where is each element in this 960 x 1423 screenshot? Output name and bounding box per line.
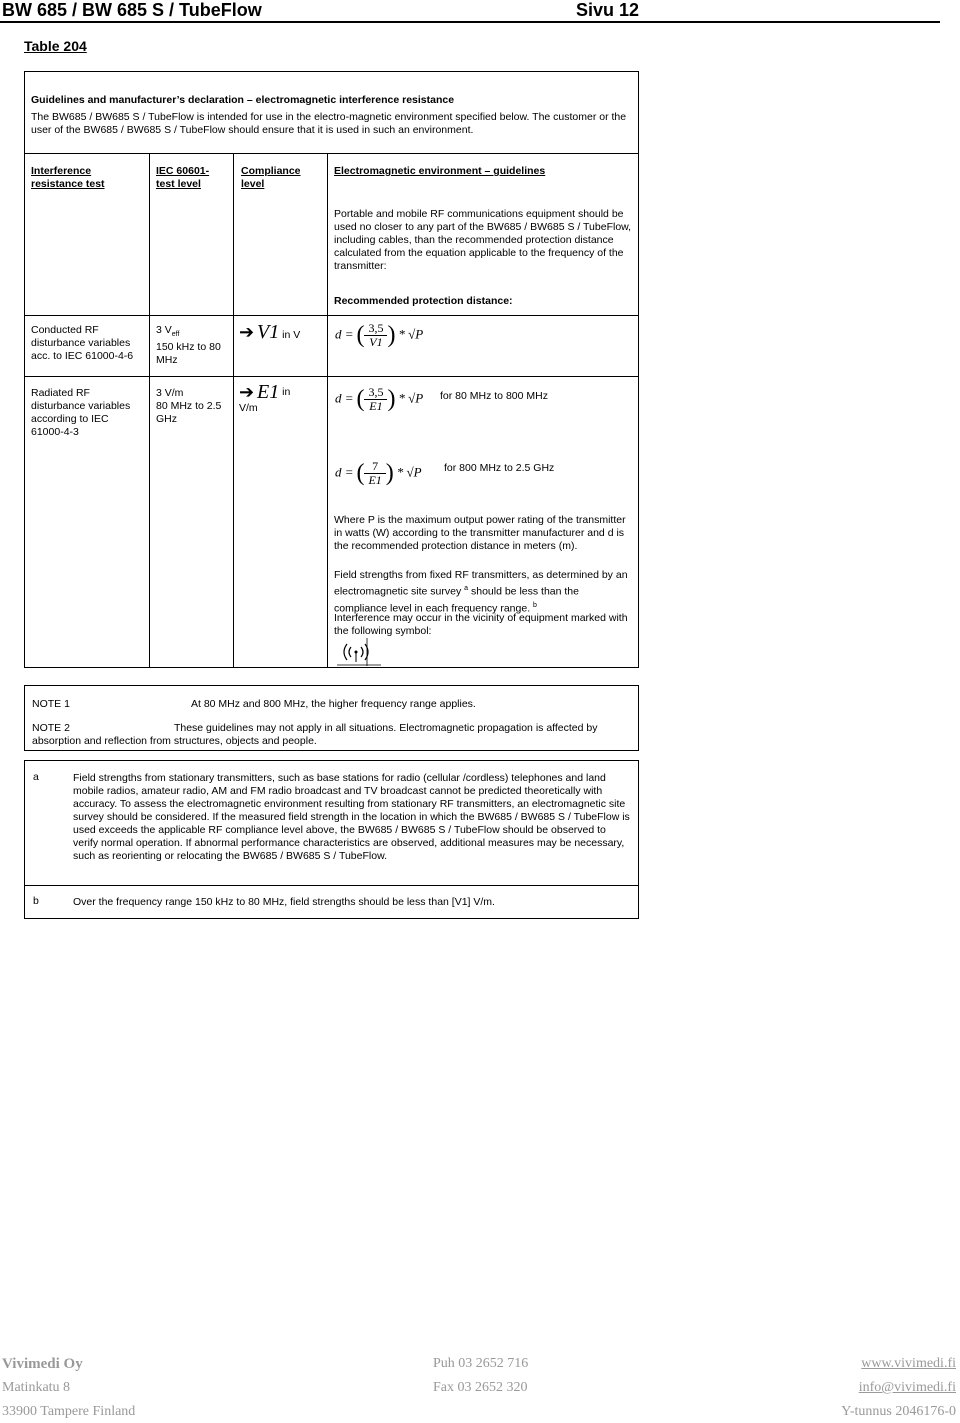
note1-label: NOTE 1 (32, 698, 70, 710)
document-title: BW 685 / BW 685 S / TubeFlow (2, 0, 262, 20)
row1-compliance: ➔ V1 in V (239, 321, 301, 343)
arrow-right-icon: ➔ (239, 322, 255, 342)
footer-business-id: Y-tunnus 2046176-0 (841, 1404, 956, 1419)
row2-formula-2: d = ( $\frac{7}{E1}$ ) * √P (335, 459, 422, 487)
footnote-b-box (24, 885, 639, 919)
row2-compliance: ➔ E1 in V/m (239, 381, 291, 414)
col-header-guidelines: Electromagnetic environment – guidelines (334, 165, 546, 177)
page-number: Sivu 12 (576, 0, 640, 20)
intro-heading: Guidelines and manufacturer’s declaration – electromagnetic interference resistance (31, 94, 455, 106)
footer-phone: Puh 03 2652 716 (433, 1356, 529, 1371)
row2-range-1: for 80 MHz to 800 MHz (440, 390, 548, 402)
col-header-iec-level: IEC 60601- test level (156, 165, 210, 190)
note2-block: NOTE 2 These guidelines may not apply in all situations. Electromagnetic propagation is affected by absorption and reflection from structures, objects and people. (32, 722, 598, 747)
row1-test: Conducted RF disturbance variables acc. to IEC 61000-4-6 (31, 324, 134, 362)
footer-street: Matinkatu 8 (2, 1380, 71, 1395)
table-title: Table 204 (24, 38, 87, 54)
interference-note: Interference may occur in the vicinity of equipment marked with the following symbol: (334, 612, 628, 637)
emc-table (24, 153, 639, 668)
power-explanation: Where P is the maximum output power rating of the transmitter in watts (W) according to the transmitter manufacturer and d is the recommended protection distance in meters (m). (334, 514, 626, 552)
col-header-test: Interference resistance test (31, 165, 105, 190)
footer-city: 33900 Tampere Finland (2, 1404, 136, 1419)
row2-test: Radiated RF disturbance variables according to IEC 61000-4-3 (31, 387, 131, 438)
footer-website-link[interactable]: www.vivimedi.fi (861, 1356, 956, 1371)
footer-fax: Fax 03 2652 320 (433, 1380, 528, 1395)
row1-formula: d = ( $\frac{3,5}{V1}$ ) * √P (335, 321, 424, 349)
footer-email-link[interactable]: info@vivimedi.fi (858, 1380, 956, 1395)
footnote-b-label: b (33, 895, 39, 907)
row2-range-2: for 800 MHz to 2.5 GHz (444, 462, 555, 474)
intro-box (24, 71, 639, 154)
footer-company: Vivimedi Oy (2, 1356, 83, 1372)
footnote-a-text: Field strengths from stationary transmitters, such as base stations for radio (cellular /cordless) telephones and land mobile radios, amateur radio, AM and FM radio broadcast and TV broadcast cannot be predicted theoretically with accuracy. To assess the electromagnetic environment resulting from stationary RF transmitters, an electromagnetic site survey should be considered. If the measured field strength in the location in which the BW685 / BW685 S / TubeFlow is used exceeds the applicable RF compliance level above, the BW685 / BW685 S / TubeFlow should be observed to verify normal operation. If abnormal performance characteristics are observed, additional measures may be necessary, such as reorienting or relocating the BW685 / BW685 S / TubeFlow. (73, 772, 630, 862)
note1-text: At 80 MHz and 800 MHz, the higher frequency range applies. (191, 698, 476, 710)
header-divider (0, 21, 940, 23)
col-header-compliance: Compliance level (241, 165, 301, 190)
row2-formula-1: d = ( $\frac{3,5}{E1}$ ) * √P (335, 385, 424, 413)
recommended-distance-label: Recommended protection distance: (334, 295, 513, 307)
rf-radiation-symbol-icon (337, 638, 381, 666)
row2-level: 3 V/m 80 MHz to 2.5 GHz (156, 387, 222, 425)
footnote-a-label: a (33, 771, 39, 783)
field-strength-note: Field strengths from fixed RF transmitters, as determined by an electromagnetic site survey $^a$ should be less than the compliance level in each frequency range. $^b$ (334, 569, 628, 614)
footnote-b-text: Over the frequency range 150 kHz to 80 MHz, field strengths should be less than [V1] V/m. (73, 896, 495, 908)
footnote-a-box (24, 760, 639, 886)
notes-box (24, 685, 639, 751)
arrow-right-icon: ➔ (239, 382, 255, 402)
intro-text: The BW685 / BW685 S / TubeFlow is intended for use in the electro-magnetic environment specified below. The customer or the user of the BW685 / BW685 S / TubeFlow should ensure that it is used in such an environment. (31, 111, 627, 136)
guideline-text: Portable and mobile RF communications equipment should be used no closer to any part of the BW685 / BW685 S / TubeFlow, including cables, than the recommended protection distance calculated from the equation applicable to the frequency of the transmitter: (334, 208, 632, 272)
row1-level: 3 $V_{eff}$ 150 kHz to 80 MHz (156, 324, 221, 367)
